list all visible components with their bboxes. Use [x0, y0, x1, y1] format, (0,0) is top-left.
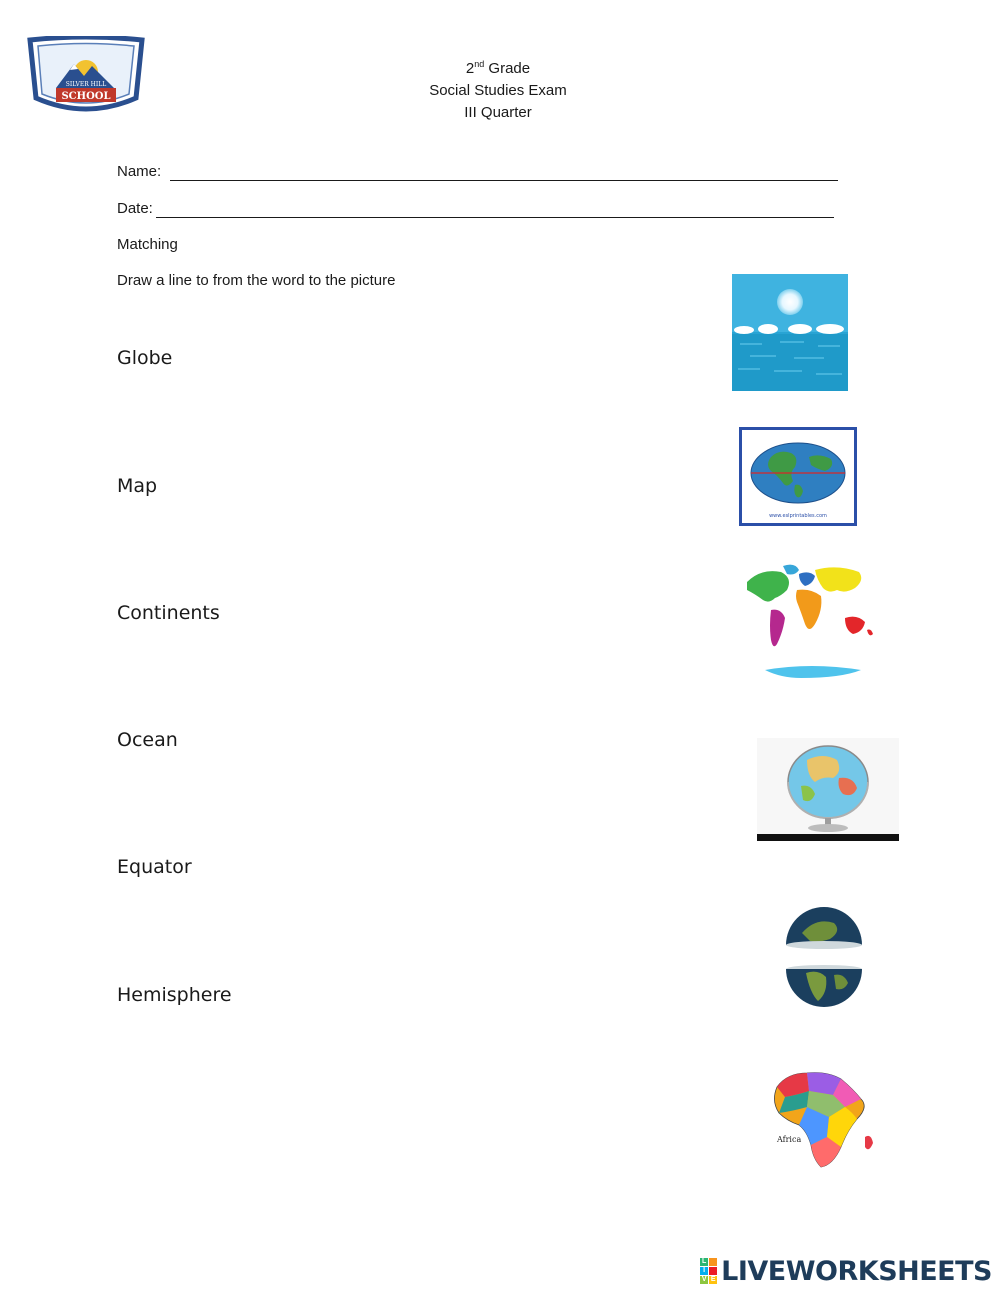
- liveworksheets-brand[interactable]: [700, 1256, 992, 1286]
- word-continents[interactable]: Continents: [117, 602, 220, 624]
- africa-label: Africa: [777, 1135, 802, 1144]
- continents-picture[interactable]: [741, 560, 881, 682]
- word-hemisphere[interactable]: Hemisphere: [117, 984, 232, 1006]
- exam-header: [348, 58, 648, 124]
- exam-title: Social Studies Exam: [429, 82, 567, 99]
- date-field[interactable]: [156, 217, 834, 218]
- equator-map-picture[interactable]: [739, 427, 857, 526]
- word-globe[interactable]: Globe: [117, 347, 173, 369]
- grade-suffix: nd: [474, 59, 485, 69]
- date-label: Date:: [117, 200, 153, 217]
- word-equator[interactable]: Equator: [117, 856, 192, 878]
- ocean-picture[interactable]: [732, 274, 848, 391]
- brand-name: LIVEWORKSHEETS: [721, 1255, 992, 1287]
- svg-text:SILVER HILL: SILVER HILL: [65, 81, 107, 88]
- name-field[interactable]: [170, 180, 838, 181]
- svg-text:SCHOOL: SCHOOL: [61, 91, 111, 102]
- brand-blocks-icon: L I V E: [701, 1258, 716, 1283]
- svg-text:www.eslprintables.com: www.eslprintables.com: [769, 513, 827, 519]
- name-label: Name:: [117, 163, 162, 180]
- instructions: Draw a line to from the word to the picture: [117, 272, 396, 289]
- globe-picture[interactable]: [757, 738, 899, 841]
- hemisphere-picture[interactable]: [782, 903, 866, 1011]
- word-map[interactable]: Map: [117, 475, 158, 497]
- school-logo: [26, 36, 146, 126]
- africa-picture[interactable]: [757, 1067, 883, 1171]
- section-title: Matching: [117, 236, 178, 253]
- exam-quarter: III Quarter: [464, 104, 532, 121]
- word-ocean[interactable]: Ocean: [117, 729, 178, 751]
- grade-line: 2nd Grade: [465, 59, 531, 77]
